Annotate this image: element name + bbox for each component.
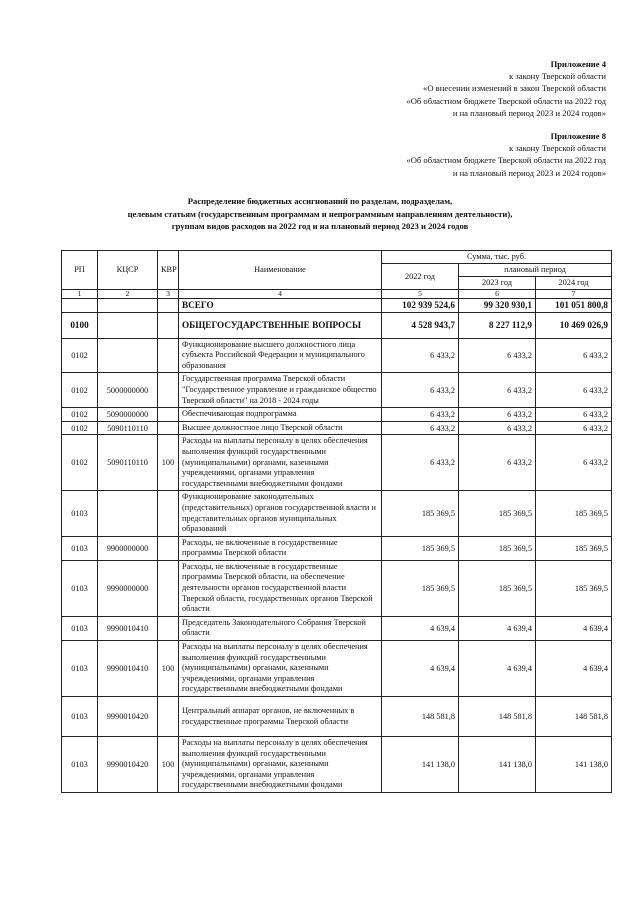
cell-rp: 0103 [62, 616, 98, 640]
cell-2023: 185 369,5 [459, 560, 536, 616]
cell-kvr [158, 299, 179, 313]
header-kcsr: КЦСР [98, 251, 158, 290]
cell-2022: 6 433,2 [382, 338, 459, 373]
cell-rp: 0103 [62, 560, 98, 616]
cell-name: Функционирование законодательных (представительных) органов государственной власти и представительных органов муниципальных образований [179, 491, 382, 536]
cell-2022: 141 138,0 [382, 737, 459, 793]
cell-rp: 0102 [62, 373, 98, 408]
cell-name: Центральный аппарат органов, не включенных в государственные программы Тверской области [179, 697, 382, 737]
header-2022: 2022 год [382, 264, 459, 290]
cell-name: ВСЕГО [179, 299, 382, 313]
cell-kcsr: 5090110110 [98, 435, 158, 491]
document-title [0, 195, 640, 233]
cell-2022: 185 369,5 [382, 560, 459, 616]
appendix-8-heading: Приложение 8 [550, 131, 606, 141]
title-line: Распределение бюджетных ассигнований по разделам, подразделам, [187, 196, 453, 206]
cell-2023: 6 433,2 [459, 408, 536, 422]
cell-kvr [158, 421, 179, 435]
column-index-row [62, 290, 612, 299]
cell-2024: 185 369,5 [536, 491, 612, 536]
appendix-4-line: к закону Тверской области [509, 71, 606, 82]
cell-2024: 10 469 026,9 [536, 312, 612, 338]
cell-name: Функционирование высшего должностного лица субъекта Российской Федерации и муниципального образования [179, 338, 382, 373]
cell-2022: 6 433,2 [382, 373, 459, 408]
cell-2024: 101 051 800,8 [536, 299, 612, 313]
appendix-4-line: «О внесении изменений в закон Тверской области [423, 83, 606, 94]
cell-kcsr [98, 491, 158, 536]
cell-rp: 0102 [62, 338, 98, 373]
table-row [62, 491, 612, 536]
cell-2022: 4 528 943,7 [382, 312, 459, 338]
cell-2023: 99 320 930,1 [459, 299, 536, 313]
cell-2022: 148 581,8 [382, 697, 459, 737]
table-row [62, 435, 612, 491]
cell-kcsr: 9990000000 [98, 560, 158, 616]
cell-kcsr: 5000000000 [98, 373, 158, 408]
cell-kvr [158, 697, 179, 737]
cell-2024: 4 639,4 [536, 641, 612, 697]
cell-kcsr [98, 299, 158, 313]
header-2024: 2024 год [536, 277, 612, 290]
cell-kvr: 100 [158, 641, 179, 697]
cell-2023: 8 227 112,9 [459, 312, 536, 338]
cell-2023: 148 581,8 [459, 697, 536, 737]
cell-2023: 185 369,5 [459, 536, 536, 560]
cell-2022: 4 639,4 [382, 616, 459, 640]
column-index: 5 [382, 290, 459, 299]
column-index: 1 [62, 290, 98, 299]
cell-kcsr: 9990010410 [98, 641, 158, 697]
cell-name: Расходы, не включенные в государственные программы Тверской области, на обеспечение деятельности органов государственной власти Тверской области, государственных органов Тверской области [179, 560, 382, 616]
table-row [62, 560, 612, 616]
cell-kvr [158, 560, 179, 616]
cell-2024: 6 433,2 [536, 373, 612, 408]
cell-2023: 185 369,5 [459, 491, 536, 536]
table-row [62, 737, 612, 793]
cell-kvr: 100 [158, 435, 179, 491]
cell-2022: 6 433,2 [382, 435, 459, 491]
appendix-8-line: к закону Тверской области [509, 143, 606, 154]
cell-kvr [158, 408, 179, 422]
cell-2022: 6 433,2 [382, 421, 459, 435]
cell-rp: 0103 [62, 737, 98, 793]
cell-2023: 6 433,2 [459, 373, 536, 408]
table-row [62, 536, 612, 560]
cell-2023: 6 433,2 [459, 421, 536, 435]
cell-2022: 102 939 524,6 [382, 299, 459, 313]
cell-rp: 0103 [62, 536, 98, 560]
table-row [62, 338, 612, 373]
title-line: целевым статьям (государственным программам и непрограммным направлениям деятельности), [127, 208, 513, 219]
cell-rp: 0103 [62, 491, 98, 536]
cell-kcsr: 5090000000 [98, 408, 158, 422]
cell-2022: 4 639,4 [382, 641, 459, 697]
cell-kcsr [98, 312, 158, 338]
header-planned-period: плановый период [459, 264, 612, 277]
table-row [62, 408, 612, 422]
column-index: 3 [158, 290, 179, 299]
appendix-8-line: и на плановый период 2023 и 2024 годов» [452, 167, 606, 178]
cell-kcsr: 5090110110 [98, 421, 158, 435]
cell-kcsr: 9990010420 [98, 697, 158, 737]
cell-kvr [158, 491, 179, 536]
cell-2022: 6 433,2 [382, 408, 459, 422]
header-2023: 2023 год [459, 277, 536, 290]
cell-2024: 185 369,5 [536, 536, 612, 560]
cell-name: ОБЩЕГОСУДАРСТВЕННЫЕ ВОПРОСЫ [179, 312, 382, 338]
header-sum: Сумма, тыс. руб. [382, 251, 612, 264]
column-index: 6 [459, 290, 536, 299]
cell-rp: 0103 [62, 697, 98, 737]
table-row [62, 373, 612, 408]
column-index: 2 [98, 290, 158, 299]
cell-2022: 185 369,5 [382, 536, 459, 560]
cell-name: Расходы, не включенные в государственные программы Тверской области [179, 536, 382, 560]
cell-name: Расходы на выплаты персоналу в целях обеспечения выполнения функций государственными (муниципальными) органами, казенными учреждениями, органами управления государственными внебюджетными фондами [179, 641, 382, 697]
cell-name: Расходы на выплаты персоналу в целях обеспечения выполнения функций государственными (муниципальными) органами, казенными учреждениями, органами управления государственными внебюджетными фондами [179, 435, 382, 491]
cell-name: Расходы на выплаты персоналу в целях обеспечения выполнения функций государственными (муниципальными) органами, казенными учреждениями, органами управления государственными внебюджетными фондами [179, 737, 382, 793]
table-row [62, 299, 612, 313]
cell-2022: 185 369,5 [382, 491, 459, 536]
column-index: 7 [536, 290, 612, 299]
cell-name: Высшее должностное лицо Тверской области [179, 421, 382, 435]
cell-2024: 6 433,2 [536, 435, 612, 491]
table-row [62, 616, 612, 640]
cell-kcsr: 9990010410 [98, 616, 158, 640]
table-row [62, 312, 612, 338]
appendix-4-line: и на плановый период 2023 и 2024 годов» [452, 107, 606, 118]
cell-2023: 4 639,4 [459, 641, 536, 697]
title-line: группам видов расходов на 2022 год и на плановый период 2023 и 2024 годов [171, 221, 469, 231]
column-index: 4 [179, 290, 382, 299]
cell-2024: 141 138,0 [536, 737, 612, 793]
table-row [62, 641, 612, 697]
cell-2024: 6 433,2 [536, 421, 612, 435]
cell-kcsr: 9900000000 [98, 536, 158, 560]
cell-kvr [158, 338, 179, 373]
cell-rp: 0100 [62, 312, 98, 338]
cell-2023: 141 138,0 [459, 737, 536, 793]
table-row [62, 421, 612, 435]
appendix-4-line: «Об областном бюджете Тверской области на 2022 год [406, 95, 606, 106]
cell-2024: 6 433,2 [536, 408, 612, 422]
cell-rp: 0103 [62, 641, 98, 697]
cell-rp: 0102 [62, 421, 98, 435]
cell-2023: 6 433,2 [459, 338, 536, 373]
cell-kvr [158, 536, 179, 560]
budget-table [61, 250, 612, 793]
cell-2024: 4 639,4 [536, 616, 612, 640]
cell-2024: 148 581,8 [536, 697, 612, 737]
cell-rp: 0102 [62, 408, 98, 422]
appendix-8-line: «Об областном бюджете Тверской области на 2022 год [406, 155, 606, 166]
header-kvr: КВР [158, 251, 179, 290]
cell-kvr [158, 373, 179, 408]
cell-2024: 6 433,2 [536, 338, 612, 373]
cell-kcsr [98, 338, 158, 373]
cell-2024: 185 369,5 [536, 560, 612, 616]
cell-2023: 4 639,4 [459, 616, 536, 640]
header-rp: РП [62, 251, 98, 290]
cell-name: Обеспечивающая подпрограмма [179, 408, 382, 422]
cell-kvr: 100 [158, 737, 179, 793]
table-row [62, 697, 612, 737]
cell-rp: 0102 [62, 435, 98, 491]
cell-name: Государственная программа Тверской области "Государственное управление и гражданское общество Тверской области" на 2018 - 2024 годы [179, 373, 382, 408]
cell-kvr [158, 616, 179, 640]
header-name: Наименование [179, 251, 382, 290]
cell-rp [62, 299, 98, 313]
cell-2023: 6 433,2 [459, 435, 536, 491]
cell-kvr [158, 312, 179, 338]
cell-name: Председатель Законодательного Собрания Тверской области [179, 616, 382, 640]
cell-kcsr: 9990010420 [98, 737, 158, 793]
appendix-4-heading: Приложение 4 [550, 59, 606, 69]
appendix-8-header [406, 130, 606, 179]
appendix-4-header [406, 58, 606, 119]
